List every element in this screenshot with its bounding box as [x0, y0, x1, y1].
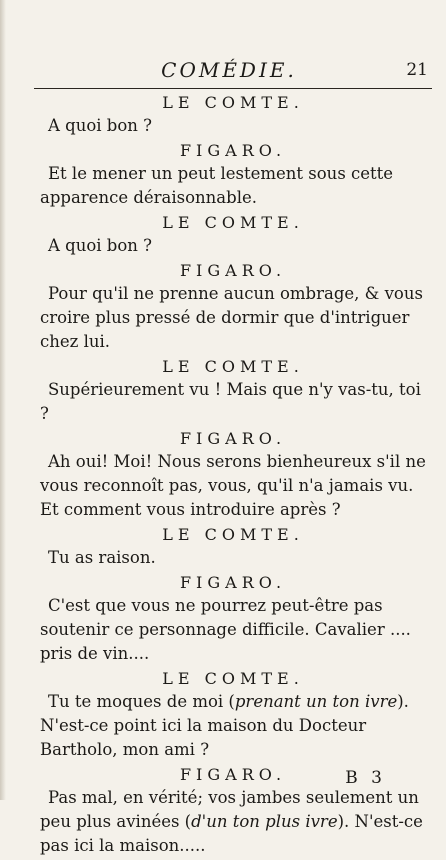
- signature-mark: B 3: [345, 768, 386, 788]
- speaker-name: FIGARO.: [179, 261, 287, 280]
- speech-text: A quoi bon ?: [48, 236, 153, 255]
- speaker-name: LE COMTE.: [162, 213, 304, 232]
- speech-line: [40, 690, 426, 762]
- speech-line: [40, 114, 426, 138]
- speech-text: Et le mener un peut lestement sous cette apparence déraisonnable.: [40, 164, 394, 207]
- speech-text: ). N'est-ce pas ici la maison.....: [40, 812, 423, 855]
- speaker-name: LE COMTE.: [162, 357, 304, 376]
- speech-text: Ah oui! Moi! Nous serons bienheureux s'il ne vous reconnoît pas, vous, qu'il n'a jamais vu. Et comment vous introduire après ?: [40, 452, 426, 519]
- speech-line: [40, 162, 426, 210]
- speaker-name: LE COMTE.: [162, 93, 304, 112]
- speech-text: Tu as raison.: [48, 548, 156, 567]
- page-header: [30, 56, 428, 84]
- dialogue-body: [40, 92, 426, 860]
- speech-text: Supérieurement vu ! Mais que n'y vas-tu, toi ?: [40, 380, 421, 423]
- speech-line: [40, 378, 426, 426]
- speech-line: [40, 282, 426, 354]
- speech-line: [40, 450, 426, 522]
- page-number: 21: [406, 60, 428, 80]
- speech-text: Pas mal, en vérité; vos jambes seulement un peu plus avinées (: [40, 788, 419, 831]
- speaker-name: LE COMTE.: [162, 525, 304, 544]
- speaker-name: FIGARO.: [179, 573, 287, 592]
- header-rule: [34, 88, 432, 89]
- running-head: COMÉDIE.: [161, 58, 297, 82]
- stage-direction: d'un ton plus ivre: [191, 812, 338, 831]
- speech-line: [40, 234, 426, 258]
- speech-line: [40, 594, 426, 666]
- speech-text: Pour qu'il ne prenne aucun ombrage, & vous croire plus pressé de dormir que d'intriguer chez lui.: [40, 284, 423, 351]
- speech-text: C'est que vous ne pourrez peut-être pas soutenir ce personnage difficile. Cavalier .... pris de vin....: [40, 596, 411, 663]
- speech-line: [40, 546, 426, 570]
- speech-text: Tu te moques de moi (: [48, 692, 235, 711]
- stage-direction: prenant un ton ivre: [234, 692, 398, 711]
- speaker-name: FIGARO.: [179, 765, 287, 784]
- speaker-name: FIGARO.: [179, 429, 287, 448]
- speech-text: ). N'est-ce point ici la maison du Docteur Bartholo, mon ami ?: [40, 692, 409, 759]
- speech-text: A quoi bon ?: [48, 116, 153, 135]
- speech-line: [40, 786, 426, 858]
- page-gutter: [0, 0, 6, 800]
- speaker-name: FIGARO.: [179, 141, 287, 160]
- speaker-name: LE COMTE.: [162, 669, 304, 688]
